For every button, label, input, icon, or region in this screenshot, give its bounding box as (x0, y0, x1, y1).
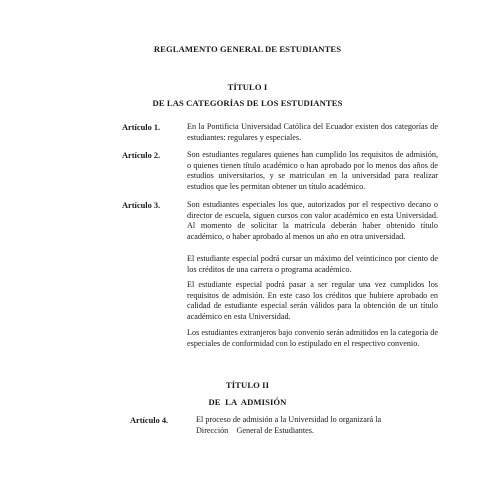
articulo-4-line-1: El proceso de admisión a la Universidad lo organizará la (196, 415, 382, 424)
articulo-3-paragraph-4: Los estudiantes extranjeros bajo convenio serán admitidos en la categoría de especiales de conformidad con lo estipulado en el respectivo convenio. (187, 328, 438, 348)
articulo-3-label: Artículo 3. (122, 201, 161, 210)
articulo-4-label: Artículo 4. (130, 416, 169, 425)
articulo-3-paragraph-3: El estudiante especial podrá pasar a ser regular una vez cumplidos los requisitos de admisión. En este caso los créditos que hubiere aprobado en calidad de estudiante especial serán válidos para la obtención de un título académico en esta Universidad. (187, 280, 438, 321)
articulo-2-text: Son estudiantes regulares quienes han cumplido los requisitos de admisión, o quienes tienen título académico o han aprobado por lo menos dos años de estudios universitarios, y se matriculan en la universidad para realizar estudios que les permitan obtener un título académico. (187, 150, 438, 191)
articulo-4-line-2: Dirección General de Estudiantes. (196, 426, 314, 435)
titulo-2-subheading: DE LA ADMISIÓN (208, 397, 287, 407)
titulo-1-heading: TÍTULO I (227, 82, 268, 92)
document-title: REGLAMENTO GENERAL DE ESTUDIANTES (153, 44, 342, 54)
articulo-3-paragraph-1: Son estudiantes especiales los que, autorizados por el respectivo decano o director de escuela, siguen cursos con valor académico en esta Universidad. Al momento de solicitar la matrícula deberán haber obtenido título académico, o haber aprobado al menos un año en otra universidad. (187, 200, 438, 241)
articulo-1-text: En la Pontificia Universidad Católica del Ecuador existen dos categorías de estudiantes: regulares y especiales. (187, 122, 438, 142)
titulo-2-heading: TÍTULO II (225, 380, 270, 390)
titulo-1-subheading: DE LAS CATEGORÍAS DE LOS ESTUDIANTES (152, 98, 343, 108)
articulo-3-paragraph-2: El estudiante especial podrá cursar un máximo del veinticinco por ciento de los créditos de una carrera o programa académico. (187, 254, 438, 274)
articulo-1-label: Artículo 1. (122, 123, 161, 132)
articulo-2-label: Artículo 2. (122, 151, 161, 160)
